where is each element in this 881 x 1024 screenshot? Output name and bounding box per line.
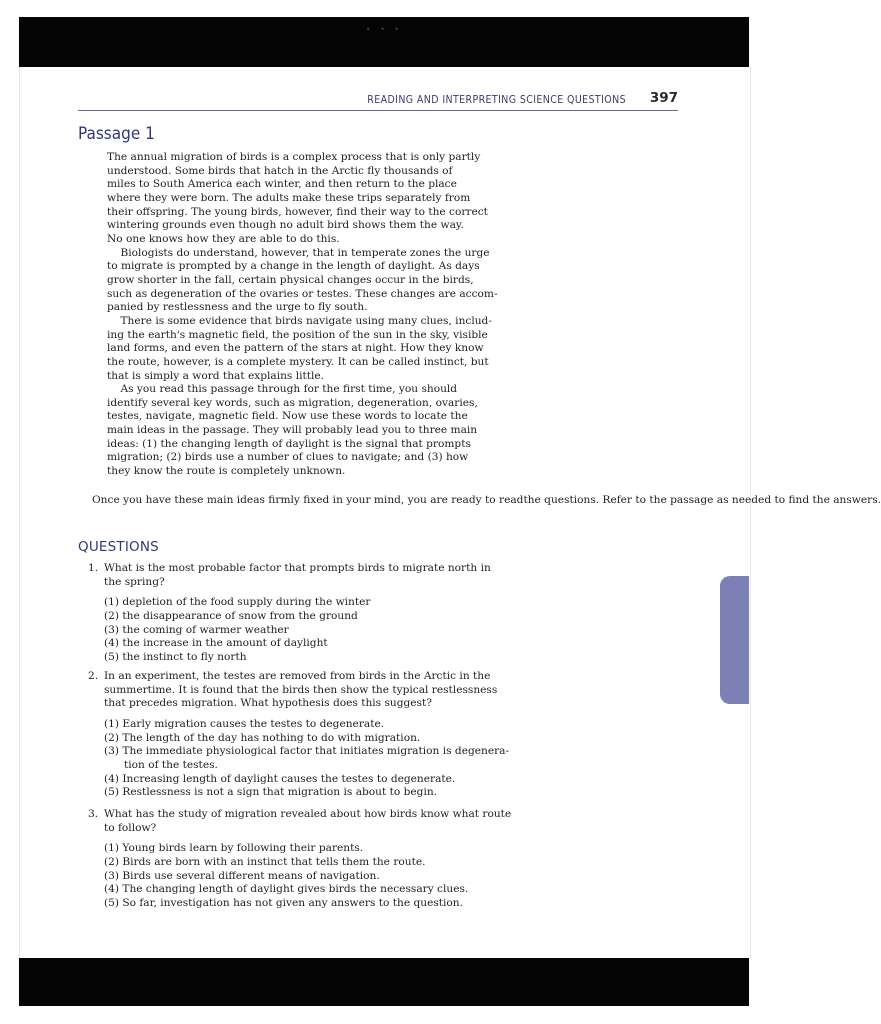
answer-options	[88, 596, 548, 664]
questions-heading: QUESTIONS	[78, 539, 159, 555]
text-line: As you read this passage through for the first time, you should	[107, 383, 458, 396]
question-text: What has the study of migration revealed about how birds know what route	[104, 808, 512, 820]
text-line: land forms, and even the pattern of the stars at night. How they know	[107, 342, 484, 355]
answer-option: (2) The length of the day has nothing to do with migration.	[104, 731, 421, 744]
answer-option: (1) Young birds learn by following their parents.	[104, 842, 364, 855]
text-line: identify several key words, such as migration, degeneration, ovaries,	[107, 396, 478, 409]
instructions-text	[78, 494, 881, 508]
question-stem-line	[88, 808, 548, 822]
question-stem-line	[88, 822, 548, 836]
answer-option: (5) the instinct to fly north	[104, 650, 247, 663]
running-header	[78, 90, 678, 111]
question-text: summertime. It is found that the birds then show the typical restlessness	[104, 683, 498, 696]
passage-heading: Passage 1	[78, 124, 155, 144]
answer-option: (1) depletion of the food supply during the winter	[104, 596, 371, 609]
question-stem	[88, 670, 548, 711]
question-text: to follow?	[104, 821, 157, 834]
question-text: that precedes migration. What hypothesis does this suggest?	[104, 697, 432, 710]
running-title: READING AND INTERPRETING SCIENCE QUESTIONS	[367, 94, 626, 106]
passage-paragraph	[107, 247, 527, 315]
text-line: Biologists do understand, however, that in temperate zones the urge	[107, 246, 490, 259]
text-line: that is simply a word that explains little.	[107, 369, 325, 382]
text-line: miles to South America each winter, and then return to the place	[107, 178, 457, 191]
text-line: understood. Some birds that hatch in the Arctic fly thousands of	[107, 164, 453, 177]
text-line: the questions. Refer to the passage as needed to find the answers.	[523, 494, 881, 506]
question-number: 1.	[88, 562, 99, 574]
text-line: migration; (2) birds use a number of clues to navigate; and (3) how	[107, 451, 469, 464]
answer-option: (2) the disappearance of snow from the ground	[104, 609, 358, 622]
text-line: ideas: (1) the changing length of daylight is the signal that prompts	[107, 437, 471, 450]
text-line: they know the route is completely unknown.	[107, 465, 346, 478]
side-panel-tab[interactable]	[720, 576, 749, 704]
question-number: 2.	[88, 670, 99, 682]
answer-option: (1) Early migration causes the testes to degenerate.	[104, 717, 385, 730]
text-line: The annual migration of birds is a complex process that is only partly	[107, 151, 481, 163]
text-line: ing the earth's magnetic field, the position of the sun in the sky, visible	[107, 328, 488, 341]
question-stem-line	[88, 576, 548, 590]
question-stem-line	[88, 562, 548, 576]
text-line: wintering grounds even though no adult bird shows them the way.	[107, 219, 464, 232]
drag-handle-dots[interactable]: • • •	[365, 25, 403, 35]
answer-option: (4) The changing length of daylight gives birds the necessary clues.	[104, 883, 469, 896]
answer-option: (3) the coming of warmer weather	[104, 623, 289, 636]
answer-option: (2) Birds are born with an instinct that tells them the route.	[104, 855, 426, 868]
answer-option: (3) The immediate physiological factor that initiates migration is degenera-	[104, 745, 510, 758]
question-text: What is the most probable factor that prompts birds to migrate north in	[104, 562, 491, 574]
question-3	[88, 808, 548, 911]
answer-options	[88, 718, 548, 800]
question-1	[88, 562, 548, 665]
page-number: 397	[649, 90, 678, 106]
passage-paragraph	[107, 315, 527, 383]
text-line: There is some evidence that birds navigate using many clues, includ-	[107, 314, 492, 327]
text-line: No one knows how they are able to do this.	[107, 232, 340, 245]
text-line: panied by restlessness and the urge to fly south.	[107, 301, 368, 314]
passage-text	[107, 151, 527, 479]
answer-option: (4) the increase in the amount of daylight	[104, 637, 328, 650]
question-stem-line	[88, 697, 548, 711]
answer-option: (3) Birds use several different means of navigation.	[104, 869, 380, 882]
question-number: 3.	[88, 808, 99, 820]
answer-option: tion of the testes.	[124, 758, 218, 771]
text-line: where they were born. The adults make these trips separately from	[107, 191, 471, 204]
answer-option: (5) Restlessness is not a sign that migration is about to begin.	[104, 786, 438, 799]
question-text: the spring?	[104, 575, 165, 588]
viewer-bottom-bar	[19, 958, 749, 1006]
passage-paragraph	[107, 151, 527, 247]
text-line: Once you have these main ideas firmly fixed in your mind, you are ready to read	[92, 494, 524, 506]
question-stem-line	[88, 670, 548, 684]
text-line: their offspring. The young birds, however, find their way to the correct	[107, 205, 488, 218]
text-line: to migrate is prompted by a change in the length of daylight. As days	[107, 260, 480, 273]
question-stem	[88, 562, 548, 589]
question-text: In an experiment, the testes are removed from birds in the Arctic in the	[104, 670, 491, 682]
question-2	[88, 670, 548, 800]
viewer-top-bar	[19, 17, 749, 67]
passage-paragraph	[107, 383, 527, 479]
answer-option: (5) So far, investigation has not given any answers to the question.	[104, 896, 464, 909]
question-stem-line	[88, 684, 548, 698]
answer-option: (4) Increasing length of daylight causes the testes to degenerate.	[104, 772, 456, 785]
answer-options	[88, 842, 548, 910]
text-line: testes, navigate, magnetic field. Now use these words to locate the	[107, 410, 468, 423]
text-line: the route, however, is a complete mystery. It can be called instinct, but	[107, 355, 489, 368]
text-line: grow shorter in the fall, certain physical changes occur in the birds,	[107, 273, 474, 286]
text-line: such as degeneration of the ovaries or testes. These changes are accom-	[107, 287, 498, 300]
text-line: main ideas in the passage. They will probably lead you to three main	[107, 424, 478, 437]
question-stem	[88, 808, 548, 835]
